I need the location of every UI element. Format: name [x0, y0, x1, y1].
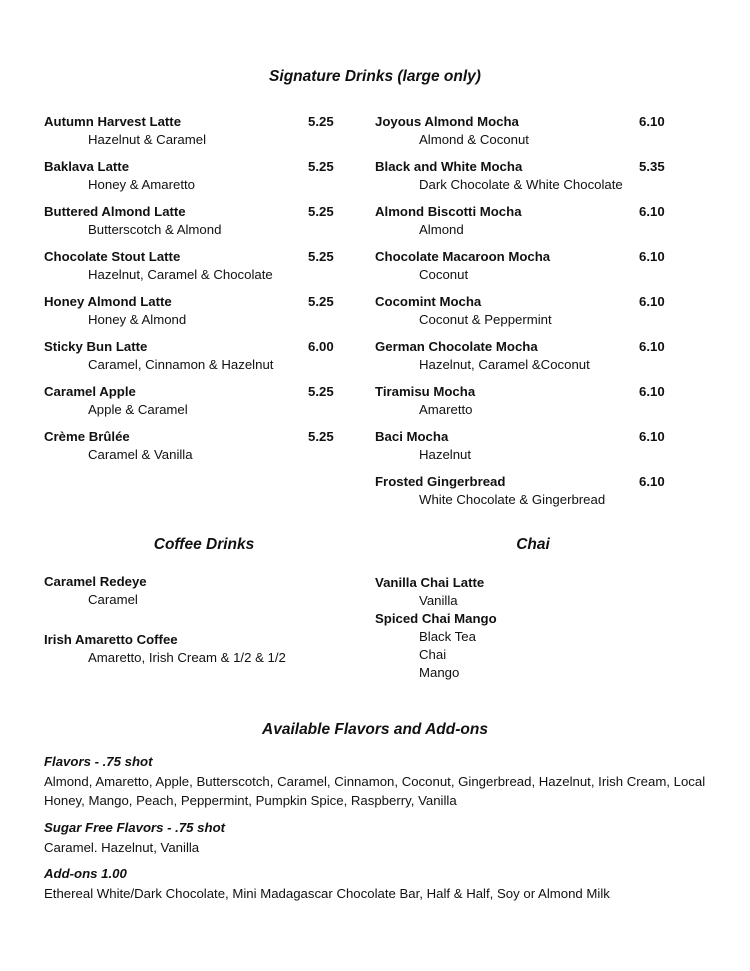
sugar-free-section [44, 818, 714, 857]
menu-item [375, 339, 675, 384]
item-name: Black and White Mocha [375, 159, 523, 174]
item-name: Almond Biscotti Mocha [375, 204, 522, 219]
item-name: Autumn Harvest Latte [44, 114, 182, 129]
item-name: Cocomint Mocha [375, 294, 482, 309]
item-desc: Dark Chocolate & White Chocolate [419, 177, 623, 192]
item-name: Buttered Almond Latte [44, 204, 186, 219]
item-desc: Amaretto [419, 402, 473, 417]
item-name: Caramel Redeye [44, 574, 147, 589]
item-desc: Chai [419, 647, 447, 662]
item-name: German Chocolate Mocha [375, 339, 538, 354]
item-name: Chocolate Macaroon Mocha [375, 249, 551, 264]
chai-list [375, 574, 497, 682]
item-price: 5.25 [308, 429, 334, 444]
item-desc: Butterscotch & Almond [88, 222, 222, 237]
item-name: Joyous Almond Mocha [375, 114, 519, 129]
sugar-free-text: Caramel. Hazelnut, Vanilla [44, 839, 200, 855]
signature-left-column [44, 114, 344, 474]
menu-item [375, 204, 675, 249]
item-price: 6.10 [639, 249, 665, 264]
signature-heading: Signature Drinks (large only) [269, 68, 481, 85]
item-price: 6.10 [639, 429, 665, 444]
addons-label: Add-ons 1.00 [44, 866, 127, 881]
item-name: Spiced Chai Mango [375, 611, 497, 626]
menu-item [375, 114, 675, 159]
item-desc: Caramel & Vanilla [88, 447, 193, 462]
menu-item [44, 249, 344, 294]
item-name: Sticky Bun Latte [44, 339, 148, 354]
item-desc: Almond [419, 222, 464, 237]
item-desc: White Chocolate & Gingerbread [419, 492, 606, 507]
menu-item [44, 204, 344, 249]
menu-item [375, 429, 675, 474]
item-desc: Hazelnut, Caramel &Coconut [419, 357, 590, 372]
menu-item [44, 339, 344, 384]
item-price: 6.10 [639, 384, 665, 399]
item-desc: Vanilla [419, 593, 458, 608]
item-name: Crème Brûlée [44, 429, 130, 444]
menu-item [375, 474, 675, 519]
item-desc: Apple & Caramel [88, 402, 188, 417]
item-price: 6.10 [639, 294, 665, 309]
menu-item [375, 249, 675, 294]
item-desc: Coconut & Peppermint [419, 312, 552, 327]
item-desc: Almond & Coconut [419, 132, 529, 147]
item-desc: Caramel, Cinnamon & Hazelnut [88, 357, 274, 372]
menu-item [44, 384, 344, 429]
flavors-label: Flavors - .75 shot [44, 754, 153, 769]
item-desc: Honey & Amaretto [88, 177, 196, 192]
item-price: 6.10 [639, 339, 665, 354]
menu-item [44, 294, 344, 339]
coffee-heading: Coffee Drinks [153, 536, 255, 553]
item-name: Honey Almond Latte [44, 294, 172, 309]
item-price: 6.10 [639, 204, 665, 219]
menu-item [375, 159, 675, 204]
item-name: Caramel Apple [44, 384, 136, 399]
item-price: 5.25 [308, 249, 334, 264]
signature-right-column [375, 114, 675, 519]
sugar-free-label: Sugar Free Flavors - .75 shot [44, 820, 226, 835]
item-name: Tiramisu Mocha [375, 384, 476, 399]
menu-item [44, 114, 344, 159]
item-desc: Amaretto, Irish Cream & 1/2 & 1/2 [88, 650, 286, 665]
item-desc: Honey & Almond [88, 312, 187, 327]
item-price: 5.35 [639, 159, 665, 174]
menu-item [44, 159, 344, 204]
item-price: 5.25 [308, 204, 334, 219]
item-desc: Black Tea [419, 629, 476, 644]
menu-item [375, 294, 675, 339]
item-price: 5.25 [308, 294, 334, 309]
item-desc: Coconut [419, 267, 469, 282]
item-price: 5.25 [308, 159, 334, 174]
item-price: 5.25 [308, 384, 334, 399]
chai-heading: Chai [516, 536, 550, 553]
item-desc: Mango [419, 665, 460, 680]
item-price: 6.10 [639, 474, 665, 489]
item-name: Vanilla Chai Latte [375, 575, 485, 590]
item-name: Chocolate Stout Latte [44, 249, 181, 264]
flavors-text: Almond, Amaretto, Apple, Butterscotch, Caramel, Cinnamon, Coconut, Gingerbread, Hazelnut, Irish Cream, Local Honey, Mango, Peach, Peppermint, Pumpkin Spice, Raspberry, Vanilla [44, 773, 706, 808]
item-desc: Hazelnut [419, 447, 472, 462]
menu-item [375, 384, 675, 429]
coffee-item [44, 632, 286, 665]
item-name: Baklava Latte [44, 159, 130, 174]
item-name: Frosted Gingerbread [375, 474, 506, 489]
item-desc: Caramel [88, 592, 138, 607]
menu-item [44, 429, 344, 474]
item-name: Baci Mocha [375, 429, 449, 444]
flavors-heading: Available Flavors and Add-ons [262, 721, 488, 738]
item-price: 6.00 [308, 339, 334, 354]
item-desc: Hazelnut, Caramel & Chocolate [88, 267, 273, 282]
item-desc: Hazelnut & Caramel [88, 132, 207, 147]
flavors-section [44, 752, 714, 811]
item-price: 5.25 [308, 114, 334, 129]
addons-section [44, 864, 714, 903]
item-price: 6.10 [639, 114, 665, 129]
coffee-item [44, 574, 147, 607]
item-name: Irish Amaretto Coffee [44, 632, 178, 647]
addons-text: Ethereal White/Dark Chocolate, Mini Madagascar Chocolate Bar, Half & Half, Soy or Almond Milk [44, 885, 610, 901]
